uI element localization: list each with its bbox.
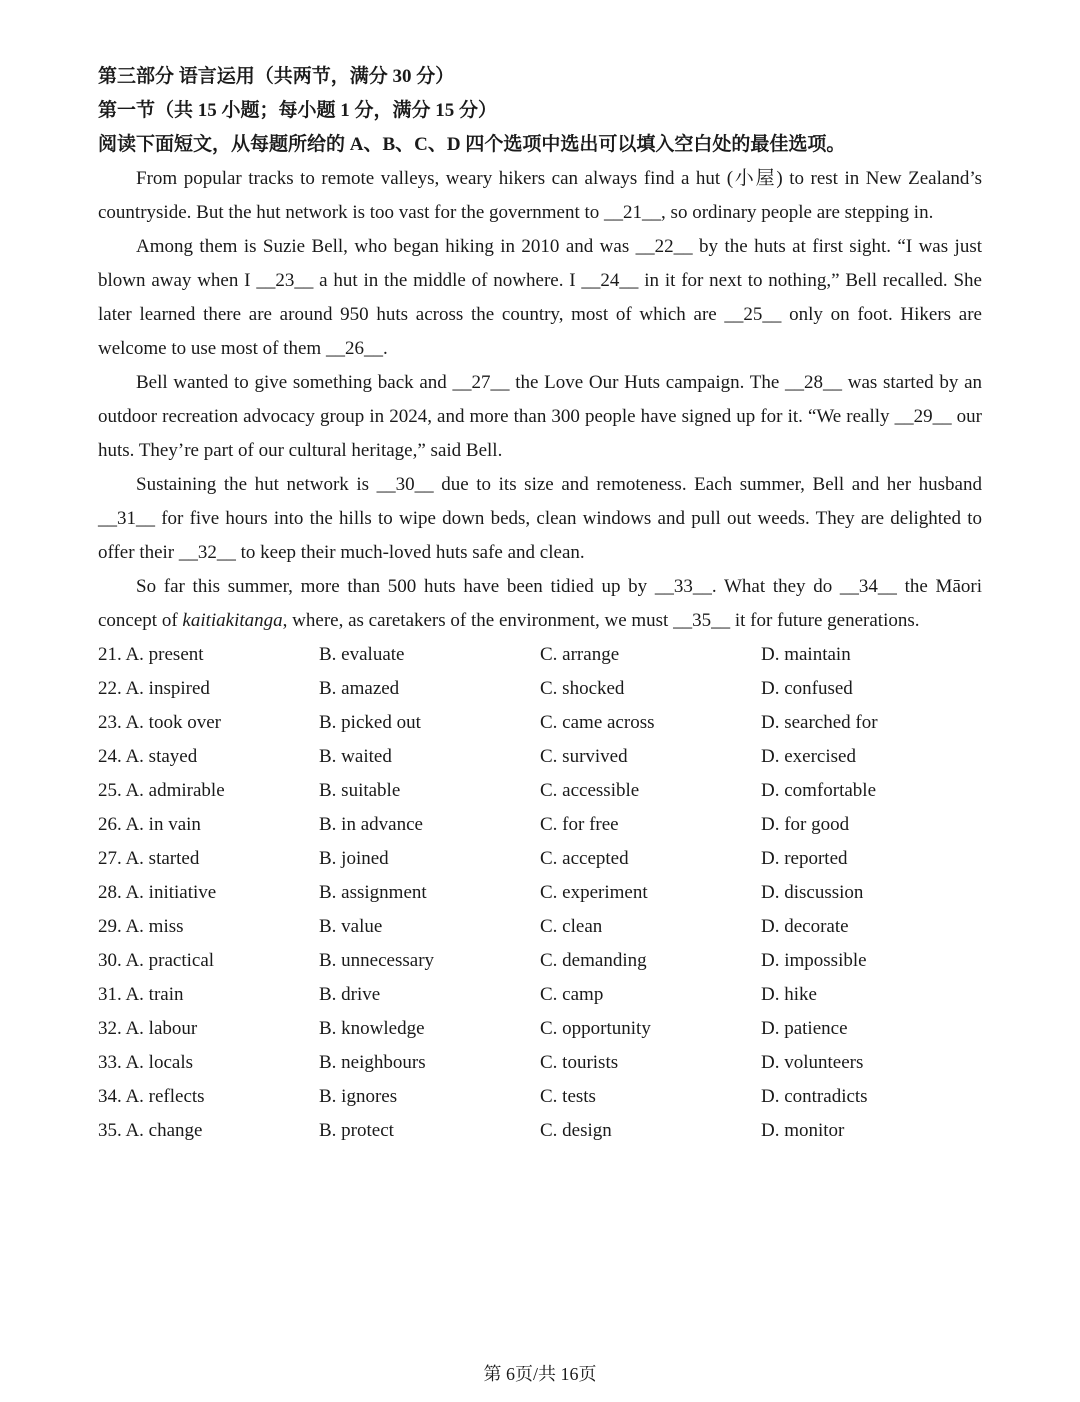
option-c: C. arrange xyxy=(540,644,620,665)
option-d: D. discussion xyxy=(761,882,864,903)
passage xyxy=(98,162,982,638)
option-row xyxy=(98,774,982,808)
option-c: C. demanding xyxy=(540,950,647,971)
paragraph-5-text-after: , where, as caretakers of the environment, we must __35__ it for future generations. xyxy=(282,610,920,631)
option-a: 32. A. labour xyxy=(98,1018,198,1039)
option-c: C. opportunity xyxy=(540,1018,651,1039)
option-b: B. suitable xyxy=(319,780,401,801)
option-c: C. accepted xyxy=(540,848,629,869)
option-row xyxy=(98,672,982,706)
option-c: C. experiment xyxy=(540,882,648,903)
option-d: D. volunteers xyxy=(761,1052,864,1073)
option-c: C. for free xyxy=(540,814,619,835)
passage-paragraph-3: Bell wanted to give something back and __27__ the Love Our Huts campaign. The __28__ was started by an outdoor recreation advocacy group in 2024, and more than 300 people have signed up for it. “We really __29__ our huts. They’re part of our cultural heritage,” said Bell. xyxy=(98,372,982,461)
option-c: C. shocked xyxy=(540,678,625,699)
option-a: 21. A. present xyxy=(98,644,204,665)
option-c: C. tourists xyxy=(540,1052,619,1073)
maori-term: kaitiakitanga xyxy=(182,610,283,631)
option-a: 28. A. initiative xyxy=(98,882,217,903)
section-heading: 第一节（共 15 小题；每小题 1 分，满分 15 分） xyxy=(98,100,498,121)
option-row xyxy=(98,978,982,1012)
option-d: D. exercised xyxy=(761,746,856,767)
option-row xyxy=(98,740,982,774)
option-d: D. confused xyxy=(761,678,853,699)
option-b: B. waited xyxy=(319,746,392,767)
option-d: D. monitor xyxy=(761,1120,845,1141)
option-row xyxy=(98,944,982,978)
option-c: C. camp xyxy=(540,984,604,1005)
passage-paragraph-2: Among them is Suzie Bell, who began hiking in 2010 and was __22__ by the huts at first sight. “I was just blown away when I __23__ a hut in the middle of nowhere. I __24__ in it for next to nothing,” Bell recalled. She later learned there are around 950 huts across the country, most of which are __25__ only on foot. Hikers are welcome to use most of them __26__. xyxy=(98,236,982,359)
option-c: C. tests xyxy=(540,1086,596,1107)
paragraph-5-text-before: So far this summer, more than 500 huts have been tidied up by __33__. What they do __34__ the Māori concept of xyxy=(98,576,982,631)
option-c: C. design xyxy=(540,1120,612,1141)
passage-paragraph-4: Sustaining the hut network is __30__ due to its size and remoteness. Each summer, Bell and her husband __31__ for five hours into the hills to wipe down beds, clean windows and pull out weeds. They are delighted to offer their __32__ to keep their much-loved huts safe and clean. xyxy=(98,474,982,563)
option-b: B. knowledge xyxy=(319,1018,425,1039)
option-b: B. evaluate xyxy=(319,644,405,665)
option-d: D. hike xyxy=(761,984,817,1005)
option-row xyxy=(98,808,982,842)
option-row xyxy=(98,1114,982,1148)
option-d: D. comfortable xyxy=(761,780,877,801)
option-a: 29. A. miss xyxy=(98,916,184,937)
option-a: 31. A. train xyxy=(98,984,184,1005)
option-b: B. neighbours xyxy=(319,1052,426,1073)
option-d: D. patience xyxy=(761,1018,848,1039)
instruction-text: 阅读下面短文，从每题所给的 A、B、C、D 四个选项中选出可以填入空白处的最佳选项。 xyxy=(98,134,846,155)
option-d: D. impossible xyxy=(761,950,867,971)
option-d: D. for good xyxy=(761,814,850,835)
option-b: B. joined xyxy=(319,848,389,869)
option-row xyxy=(98,1080,982,1114)
page-footer: 第 6页/共 16页 xyxy=(483,1364,597,1384)
option-c: C. survived xyxy=(540,746,628,767)
option-d: D. reported xyxy=(761,848,848,869)
option-row xyxy=(98,706,982,740)
option-a: 27. A. started xyxy=(98,848,200,869)
option-row xyxy=(98,1012,982,1046)
option-a: 25. A. admirable xyxy=(98,780,225,801)
option-c: C. came across xyxy=(540,712,655,733)
option-a: 35. A. change xyxy=(98,1120,203,1141)
options-list xyxy=(98,638,982,1148)
option-row xyxy=(98,1046,982,1080)
option-d: D. maintain xyxy=(761,644,851,665)
part-heading: 第三部分 语言运用（共两节，满分 30 分） xyxy=(98,66,455,87)
option-d: D. contradicts xyxy=(761,1086,868,1107)
option-d: D. decorate xyxy=(761,916,849,937)
passage-paragraph-1: From popular tracks to remote valleys, weary hikers can always find a hut (小屋) to rest in New Zealand’s countryside. But the hut network is too vast for the government to __21__, so ordinary people are stepping in. xyxy=(98,168,982,223)
option-row xyxy=(98,876,982,910)
option-b: B. ignores xyxy=(319,1086,398,1107)
option-b: B. picked out xyxy=(319,712,421,733)
option-b: B. value xyxy=(319,916,383,937)
option-b: B. protect xyxy=(319,1120,394,1141)
option-d: D. searched for xyxy=(761,712,878,733)
exam-page xyxy=(98,60,982,1148)
option-a: 22. A. inspired xyxy=(98,678,210,699)
option-a: 26. A. in vain xyxy=(98,814,201,835)
option-row xyxy=(98,842,982,876)
option-b: B. drive xyxy=(319,984,381,1005)
option-row xyxy=(98,638,982,672)
option-a: 24. A. stayed xyxy=(98,746,198,767)
option-row xyxy=(98,910,982,944)
option-b: B. amazed xyxy=(319,678,400,699)
option-b: B. unnecessary xyxy=(319,950,435,971)
option-c: C. clean xyxy=(540,916,603,937)
option-a: 33. A. locals xyxy=(98,1052,193,1073)
option-b: B. assignment xyxy=(319,882,427,903)
option-c: C. accessible xyxy=(540,780,640,801)
option-a: 30. A. practical xyxy=(98,950,215,971)
option-b: B. in advance xyxy=(319,814,423,835)
passage-paragraph-5 xyxy=(98,570,982,638)
option-a: 34. A. reflects xyxy=(98,1086,205,1107)
option-a: 23. A. took over xyxy=(98,712,221,733)
